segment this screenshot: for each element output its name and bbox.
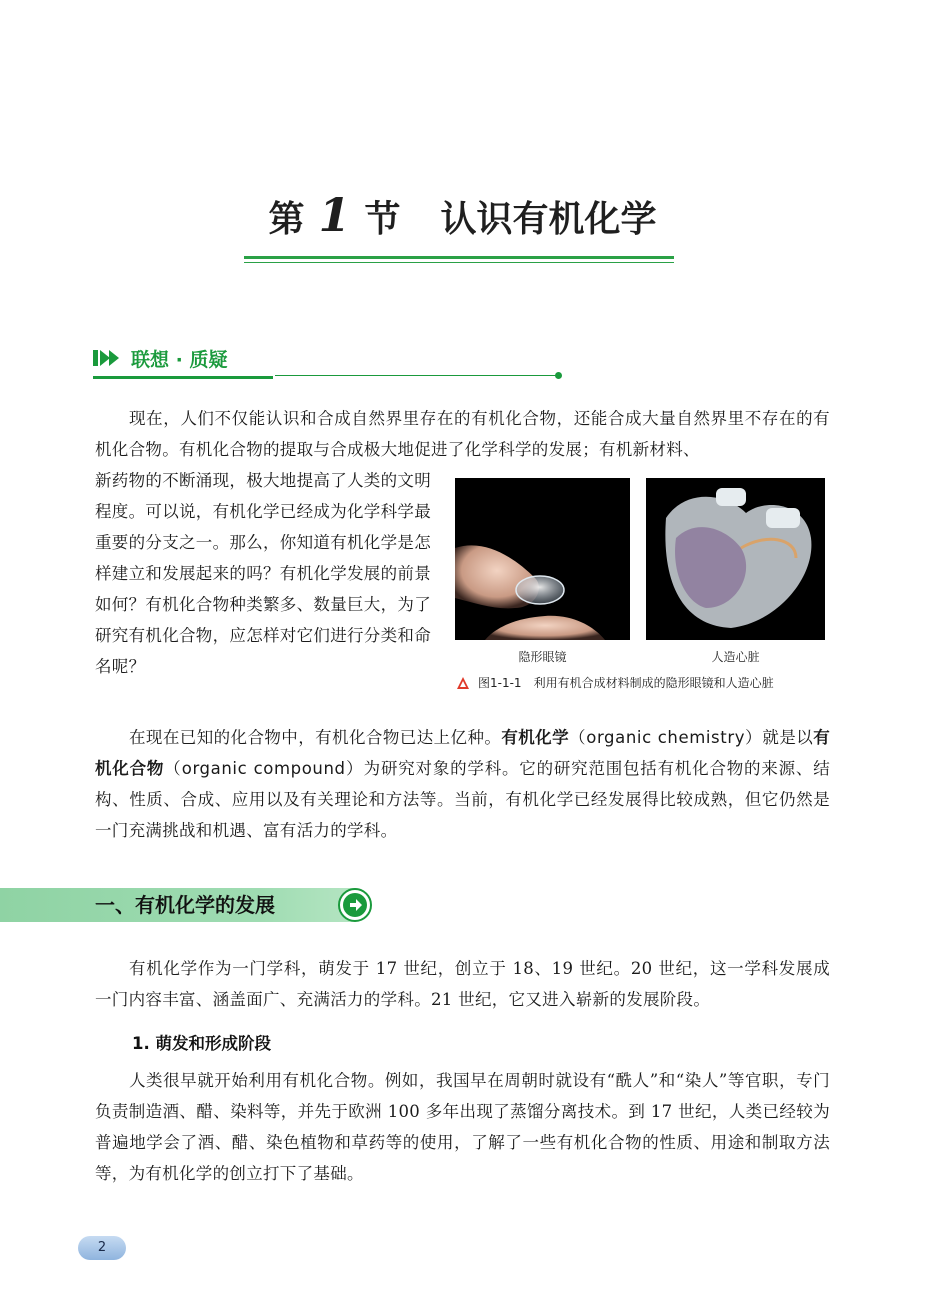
term-organic-compound: 有机化合物	[95, 728, 831, 778]
contact-lens-photo	[455, 478, 630, 640]
definition-text-1: 在现在已知的化合物中，有机化合物已达上亿种。	[129, 728, 502, 747]
artificial-heart-illustration	[646, 478, 825, 640]
definition-text-2: 就是以	[762, 728, 814, 747]
think-rule-dot	[555, 372, 562, 379]
photo1-caption: 隐形眼镜	[518, 650, 567, 664]
arrow-right-circle-icon	[338, 888, 372, 922]
title-rule	[244, 256, 674, 259]
section1-paragraph-2: 人类很早就开始利用有机化合物。例如，我国早在周朝时就设有“酰人”和“染人”等官职，专门负责制造酒、醋、染料等，并先于欧洲 100 多年出现了蒸馏分离技术。到 17 世纪，人类已经较为普遍地学会了酒、醋、染色植物和草药等的使用，了解了一些有机化合物的性质、用途和制取方法等，为有机化学的创立打下了基础。	[95, 1071, 830, 1183]
think-heading	[93, 345, 227, 371]
fast-forward-icon	[93, 347, 123, 369]
section-title	[0, 188, 925, 242]
think-heading-label: 联想 · 质疑	[131, 348, 228, 371]
title-name: 认识有机化学	[440, 199, 657, 240]
photo2-caption: 人造心脏	[711, 650, 760, 664]
think-rule-thin	[275, 375, 557, 376]
intro-paragraph: 现在，人们不仅能认识和合成自然界里存在的有机化合物，还能合成大量自然界里不存在的有机化合物。有机化合物的提取与合成极大地促进了化学科学的发展；有机新材料、	[95, 409, 830, 459]
definition-paragraph	[95, 722, 830, 846]
contact-lens-illustration	[455, 478, 630, 640]
term-organic-compound-en: （organic compound）	[164, 759, 364, 778]
title-number: 1	[318, 188, 351, 242]
figure-caption	[456, 674, 774, 691]
figure-caption-text: 图1-1-1 利用有机合成材料制成的隐形眼镜和人造心脏	[478, 676, 774, 690]
think-rule	[93, 376, 273, 379]
title-prefix: 第	[268, 199, 305, 240]
subheading-1: 1. 萌发和形成阶段	[132, 1034, 271, 1053]
page-number: 2	[78, 1236, 126, 1260]
term-organic-chemistry-en: （organic chemistry）	[569, 728, 763, 747]
section1-paragraph: 有机化学作为一门学科，萌发于 17 世纪，创立于 18、19 世纪。20 世纪，这一学科发展成一门内容丰富、涵盖面广、充满活力的学科。21 世纪，它又进入崭新的发展阶段。	[95, 959, 830, 1009]
title-suffix: 节	[364, 199, 401, 240]
definition-text-3: 为研究对象的学科。它的研究范围包括有机化合物的来源、结构、性质、合成、应用以及有关理论和方法等。当前，有机化学已经发展得比较成熟，但它仍然是一门充满挑战和机遇、富有活力的学科。	[95, 759, 831, 840]
intro-paragraph-narrow: 新药物的不断涌现，极大地提高了人类的文明程度。可以说，有机化学已经成为化学科学最重要的分支之一。那么，你知道有机化学是怎样建立和发展起来的吗？有机化学发展的前景如何？有机化合物种类繁多、数量巨大，为了研究有机化合物，应怎样对它们进行分类和命名呢？	[95, 471, 431, 676]
section1-heading: 一、有机化学的发展	[95, 893, 275, 917]
triangle-icon	[456, 676, 470, 690]
term-organic-chemistry: 有机化学	[501, 728, 570, 747]
title-rule-thin	[244, 262, 674, 263]
artificial-heart-photo	[646, 478, 825, 640]
